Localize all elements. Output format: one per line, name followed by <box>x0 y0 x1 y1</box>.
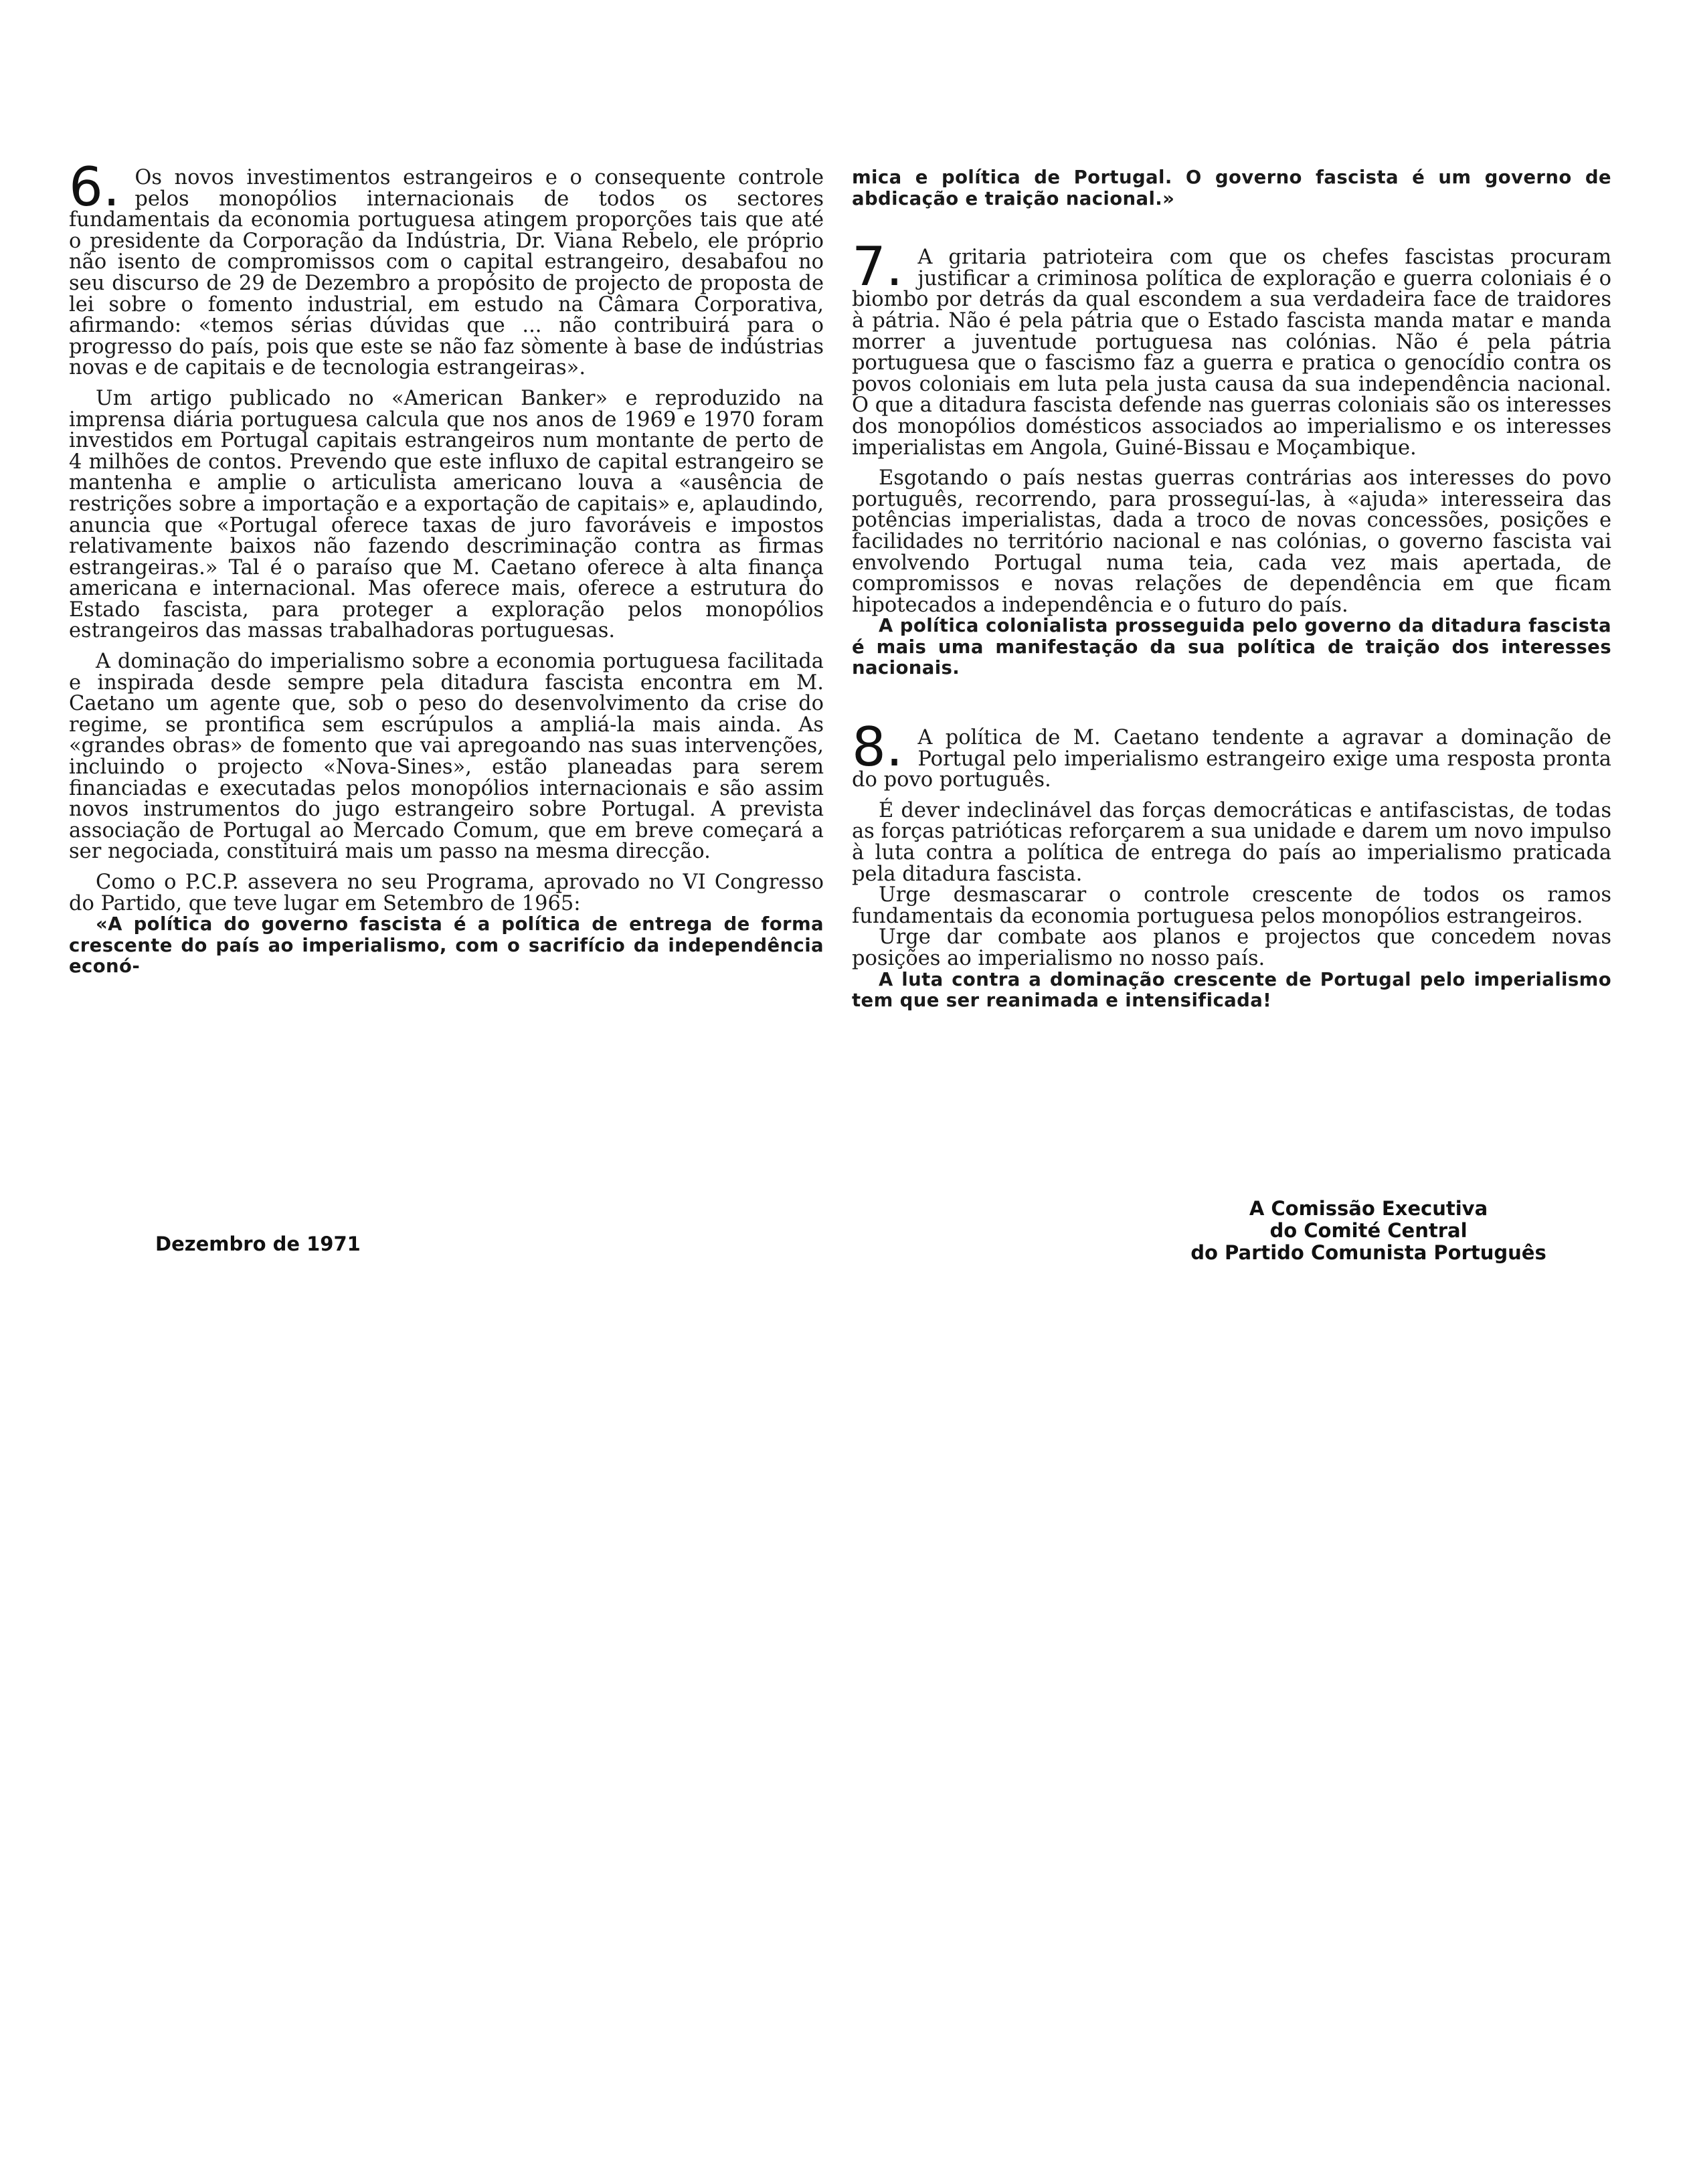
paragraph: A política de M. Caetano tendente a agravar a dominação de Portugal pelo imperialismo estrangeiro exige uma resposta pronta do povo português. <box>852 726 1611 792</box>
section-number: 8. <box>852 716 903 779</box>
section-number: 7. <box>852 236 903 298</box>
paragraph: Urge desmascarar o controle crescente de todos os ramos fundamentais da economia portuguesa pelos monopólios estrangeiros. <box>852 883 1611 928</box>
paragraph: Urge dar combate aos planos e projectos que concedem novas posições ao imperialismo no nosso país. <box>852 925 1611 970</box>
paragraph: Esgotando o país nestas guerras contrárias aos interesses do povo português, recorrendo, para prosseguí-las, à «ajuda» interesseira das potências imperialistas, dada a troco de novas concessões, posições e facilidades no território nacional e nas colónias, o governo fascista vai envolvendo Portugal numa teia, cada vez mais apertada, de compromissos e novas relações de dependência em que ficam hipotecados a independência e o futuro do país. <box>852 466 1611 617</box>
paragraph: Um artigo publicado no «American Banker» e reproduzido na imprensa diária portuguesa calcula que nos anos de 1969 e 1970 foram investidos em Portugal capitais estrangeiros num montante de perto de 4 milhões de contos. Prevendo que este influxo de capital estrangeiro se mantenha e amplie o articulista americano louva a «ausência de restrições sobre a importação e a exportação de capitais» e, aplaudindo, anuncia que «Portugal oferece taxas de juro favoráveis e impostos relativamente baixos não fazendo descriminação contra as firmas estrangeiras.» Tal é o paraíso que M. Caetano oferece à alta finança americana e internacional. Mas oferece mais, oferece a estrutura do Estado fascista, para proteger a exploração pelos monopólios estrangeiros das massas trabalhadoras portuguesas. <box>69 386 824 643</box>
signature-line: do Comité Central <box>1269 1219 1468 1242</box>
paragraph-bold: A política colonialista prosseguida pelo governo da ditadura fascista é mais uma manifestação da sua política de traição dos interesses nacionais. <box>852 615 1611 679</box>
program-quote-end: mica e política de Portugal. O governo fascista é um governo de abdicação e traição nacional.» <box>852 167 1611 209</box>
paragraph-bold: A luta contra a dominação crescente de Portugal pelo imperialismo tem que ser reanimada e intensificada! <box>852 968 1611 1012</box>
paragraph: É dever indeclinável das forças democráticas e antifascistas, de todas as forças patrióticas reforçarem a sua unidade e darem um novo impulso à luta contra a política de entrega do país ao imperialismo praticada pela ditadura fascista. <box>852 798 1611 886</box>
paragraph: A dominação do imperialismo sobre a economia portuguesa facilitada e inspirada desde sempre pela ditadura fascista encontra em M. Caetano um agente que, sob o peso do desenvolvimento da crise do regime, se prontifica sem escrúpulos a ampliá-la mais ainda. As «grandes obras» de fomento que vai apregoando nas suas intervenções, incluindo o projecto «Nova-Sines», estão planeadas para serem financiadas e executadas pelos monopólios internacionais e são assim novos instrumentos do jugo estrangeiro sobre Portugal. A prevista associação de Portugal ao Mercado Comum, que em breve começará a ser negociada, constituirá mais um passo na mesma direcção. <box>69 650 824 864</box>
signature <box>1168 1198 1569 1264</box>
paragraph: Como o P.C.P. assevera no seu Programa, aprovado no VI Congresso do Partido, que teve lugar em Setembro de 1965: <box>69 871 824 915</box>
signature-line: do Partido Comunista Português <box>1190 1241 1546 1264</box>
left-column <box>69 156 824 978</box>
document-date: Dezembro de 1971 <box>155 1233 361 1255</box>
section-6 <box>69 156 824 978</box>
right-column <box>852 167 1611 1012</box>
signature-line: A Comissão Executiva <box>1249 1197 1488 1220</box>
section-number: 6. <box>69 156 120 218</box>
section-7 <box>852 236 1611 679</box>
program-quote-start: «A política do governo fascista é a política de entrega de forma crescente do país ao imperialismo, com o sacrifício da independência econó- <box>69 913 824 978</box>
section-8 <box>852 716 1611 1012</box>
paragraph: A gritaria patrioteira com que os chefes fascistas procuram justificar a criminosa política de exploração e guerra coloniais é o biombo por detrás da qual escondem a sua verdadeira face de traidores à pátria. Não é pela pátria que o Estado fascista manda matar e manda morrer a juventude portuguesa nas colónias. Não é pela pátria portuguesa que o fascismo faz a guerra e pratica o genocídio contra os povos coloniais em luta pela justa causa da sua independência nacional. O que a ditadura fascista defende nas guerras coloniais são os interesses dos monopólios domésticos associados ao imperialismo e os interesses imperialistas em Angola, Guiné-Bissau e Moçambique. <box>852 246 1611 460</box>
paragraph: Os novos investimentos estrangeiros e o consequente controle pelos monopólios internacionais de todos os sectores fundamentais da economia portuguesa atingem proporções tais que até o presidente da Corporação da Indústria, Dr. Viana Rebelo, ele próprio não isento de compromissos com o capital estrangeiro, desabafou no seu discurso de 29 de Dezembro a propósito de projecto de proposta de lei sobre o fomento industrial, em estudo na Câmara Corporativa, afirmando: «temos sérias dúvidas que ... não contribuirá para o progresso do país, pois que este se não faz sòmente à base de indústrias novas e de capitais e de tecnologia estrangeiras». <box>69 166 824 380</box>
